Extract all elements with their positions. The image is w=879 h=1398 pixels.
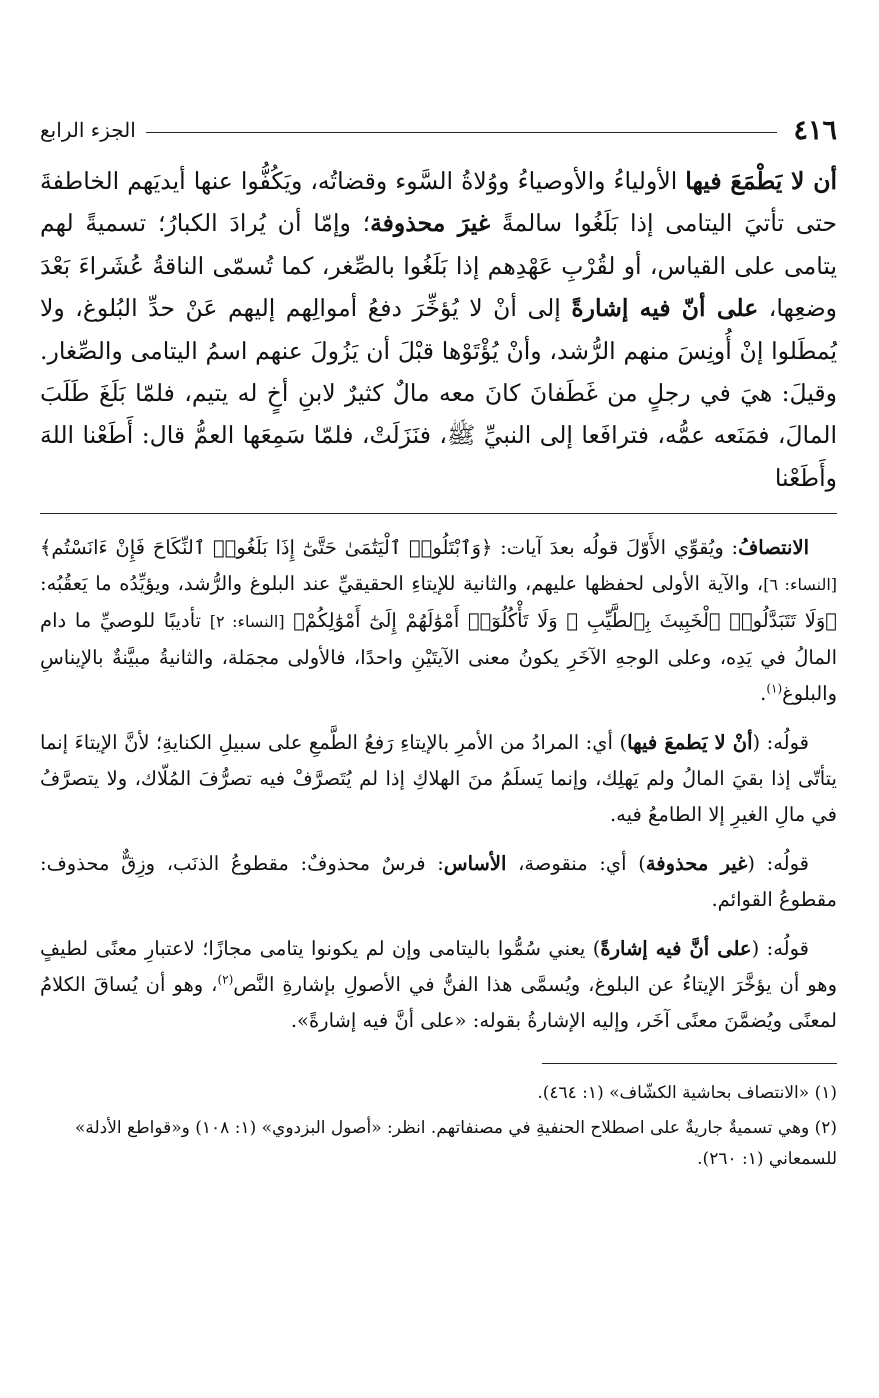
keyword: على أنَّ فيه إشارةً (600, 937, 752, 961)
keyword: أن لا يَطْمَعَ فيها (685, 167, 837, 195)
main-line: لهم يتامى على القياس، أو لقُرْبِ عَهْدِهم إذا بَلَغُوا بالصِّغر، كما تُسمّى الناقةُ عُشَراءَ (40, 209, 837, 280)
keyword: الانتصافُ (738, 536, 809, 560)
keyword: غير محذوفة (645, 852, 748, 876)
commentary-paragraph: الانتصافُ: ويُقوِّي الأَوّلَ قولُه بعدَ آيات: ﴿وَٱبْتَلُوا۟ ٱلْيَتَٰمَىٰ حَتَّىٰٓ إِذَا بَلَغُوا۟ ٱلنِّكَاحَ فَإِنْ ءَانَسْتُم﴾ [النساء: ٦]، والآية الأولى لحفظها عليهم، والثانية للإيتاءِ الحقيقيِّ عند البلوغ والرُّشد، ويؤيِّدُه ما يَعقُبُه: ﴿وَلَا تَتَبَدَّلُوا۟ ٱلْخَبِيثَ بِٱلطَّيِّبِ ۖ وَلَا تَأْكُلُوٓا۟ أَمْوَٰلَهُمْ إِلَىٰٓ أَمْوَٰلِكُمْ﴾ [النساء: ٢] تأديبًا للوصيِّ ما دام المالُ في يَدِه، وعلى الوجهِ الآخَرِ يكونُ معنى الآيتَيْنِ واحدًا، فالأولى مجمَلة، والثانيةُ مبيَّنةٌ بالإيناسِ والبلوغ$^{(١)}$. (40, 536, 838, 706)
main-line: الخاطفةَ حتى تأتيَ اليتامى إذا بَلَغُوا سالمةً غيرَ محذوفة؛ وإمّا أن يُرادَ الكبارُ؛ تسميةً (40, 167, 837, 238)
keyword: غيرَ محذوفة (370, 209, 491, 238)
main-line: فمَنَعه عمُّه، فترافَعا إلى النبيِّ ﷺ، فنَزَلَتْ، فلمّا سَمِعَها العمُّ قال: أَطَعْنا اللهَ وأَطَعْنا (40, 421, 837, 492)
footnote-text: «الانتصاف بحاشية الكشّاف» (١: ٤٦٤). (537, 1083, 810, 1104)
header-rule (146, 132, 778, 133)
footnote (40, 1078, 837, 1109)
footnotes (40, 1078, 837, 1175)
page-header (40, 108, 837, 152)
footnote (40, 1113, 837, 1175)
footnote-text: وهي تسميةٌ جاريةٌ على اصطلاح الحنفيةِ في مصنفاتهم. انظر: «أصول البزدوي» (١: ١٠٨) و«قواطع الأدلة» للسمعاني (١: ٢٦٠). (74, 1118, 837, 1170)
main-text (40, 160, 837, 499)
commentary-paragraph: قولُه: (على أنَّ فيه إشارةً) يعني سُمُّوا باليتامى وإن لم يكونوا يتامى مجازًا؛ لاعتبارِ معنًى لطيفٍ وهو أن يؤخَّرَ الإيتاءُ عن البلوغ، ويُسمَّى هذا الفنُّ في الأصولِ بإشارةِ النَّص$^{(٢)}$، وهو أن يُساقَ الكلامُ لمعنًى ويُضمَّنَ معنًى آخَر، وإليه الإشارةُ بقوله: «على أنَّ فيه إشارةً». (40, 937, 837, 1033)
commentary-paragraph: قولُه: (أنْ لا يَطمعَ فيها) أي: المرادُ من الأمرِ بالإيتاءِ رَفعُ الطَّمعِ على سبيلِ الكنايةِ؛ لأنَّ الإيتاءَ إنما يتأتّى إذا بقيَ المالُ ولم يَهلِك، وإنما يَسلَمُ منَ الهلاكِ إذا لم يُتَصرَّفْ فيه تصرُّفَ المُلّاك، ولا يتصرَّفُ في مالِ الغيرِ إلا الطامعُ فيه. (40, 731, 837, 827)
running-title: الجزء الرابع (40, 118, 136, 142)
main-line: وقيلَ: هيَ في رجلٍ من غَطَفانَ كانَ معه مالٌ كثيرٌ لابنِ أخٍ له يتيم، فلمّا بَلَغَ طَلَبَ المالَ، (40, 379, 837, 450)
page-number: ٤١٦ (793, 114, 837, 146)
footnote-ref[interactable]: (١) (766, 681, 783, 696)
keyword: أنْ لا يَطمعَ فيها (627, 731, 753, 755)
footnote-marker: (٢) (814, 1118, 837, 1139)
main-line: بَعْدَ وضعِها، على أنّ فيه إشارةً إلى أنْ لا يُؤخِّرَ دفعُ أموالِهم إليهم عَنْ حدِّ البُلوغ، ولا (40, 251, 837, 323)
quran-citation: [النساء: ٢] (209, 612, 285, 632)
keyword: الأساس (443, 852, 507, 876)
commentary (40, 530, 837, 1039)
footnote-marker: (١) (814, 1083, 837, 1104)
book-page (40, 108, 837, 1179)
footnote-ref[interactable]: (٢) (217, 972, 234, 987)
keyword: على أنّ فيه إشارةً (571, 294, 759, 323)
footnote-divider (542, 1063, 837, 1064)
main-line: يُمطَلوا إنْ أُونِسَ منهم الرُّشد، وأنْ يُؤْتَوْها قبْلَ أن يَزُولَ عنهم اسمُ اليتامى والصِّغار. (40, 336, 837, 365)
main-divider (40, 513, 837, 514)
main-line: أن لا يَطْمَعَ فيها الأولياءُ والأوصياءُ ووُلاةُ السَّوء وقضاتُه، ويَكُفُّوا عنها أيديَهم (127, 167, 837, 195)
quran-citation: [النساء: ٦] (763, 575, 838, 595)
commentary-paragraph: قولُه: (غير محذوفة) أي: منقوصة، الأساس: فرسٌ محذوفٌ: مقطوعُ الذنَب، وزِقٌّ محذوف: مقطوعُ القوائم. (40, 852, 837, 912)
